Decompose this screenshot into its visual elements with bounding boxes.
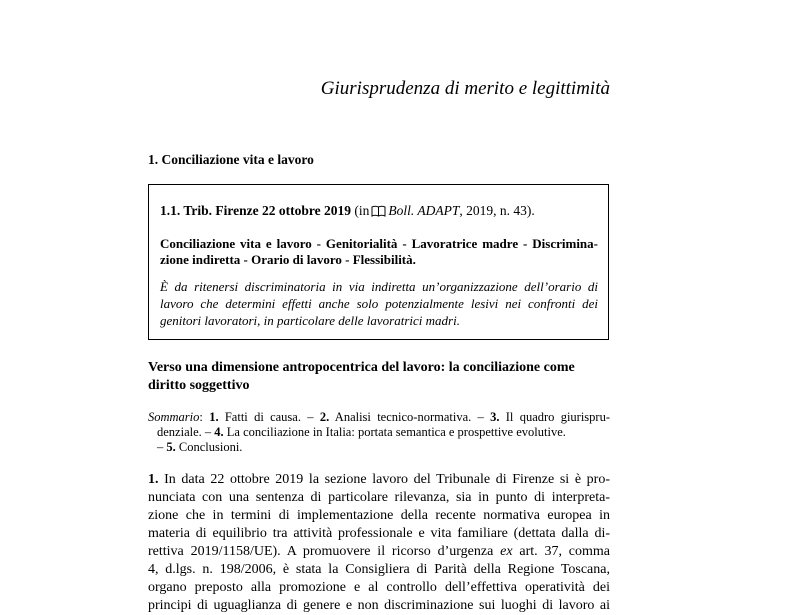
summary-item: La conciliazione in Italia: portata semantica e prospettive evolutive. [223,425,566,439]
summary-colon: : [199,410,210,424]
running-header: Giurisprudenza di merito e legittimità [320,78,610,99]
summary-line [148,425,610,440]
summary-item: Conclusioni. [175,440,243,454]
body-line: principi di uguaglianza di genere e non discriminazione sui luoghi di lavoro ai [148,598,610,613]
body-paragraph [148,471,610,615]
maxim-line: È da ritenersi discriminatoria in via indiretta un’organizzazione dell’orario di [160,279,598,294]
body-text: In data 22 ottobre 2019 la sezione lavoro del Tribunale di Firenze si è pro- [158,472,610,487]
paragraph-number: 1. [148,472,159,487]
case-citation [160,203,535,221]
article-title: Verso una dimensione antropocentrica del lavoro: la conciliazione come diritto soggettivo [148,360,575,393]
body-line [148,471,610,489]
summary-item: Analisi tecnico-normativa. – [329,410,491,424]
summary-line [148,410,610,425]
summary-item: Il quadro giurispru- [499,410,610,424]
body-line: organo preposto alla promozione e al controllo dell’effettiva operatività dei [148,580,610,595]
case-journal: Boll. ADAPT [388,203,460,218]
keywords-line: Conciliazione vita e lavoro - Genitorialità - Lavoratrice madre - Discrimina- [160,236,598,251]
body-line: materia di equilibrio tra attività professionale e vita familiare (dettata dalla di- [148,526,610,541]
keywords-line: zione indiretta - Orario di lavoro - Flessibilità. [160,252,416,267]
summary-num: 5. [166,440,176,454]
article-summary [148,410,610,455]
summary-item: denziale. – [157,425,215,439]
summary-num: 4. [214,425,224,439]
body-line [148,543,610,561]
body-line: 4, d.lgs. n. 198/2006, è stata la Consigliera di Parità della Regione Toscana, [148,562,610,577]
case-cite-rest: , 2019, n. 43). [459,203,535,218]
summary-num: 1. [209,410,219,424]
case-cite-open: (in [354,203,370,218]
case-maxim [160,278,598,329]
summary-label: Sommario [148,410,200,424]
section-heading: 1. Conciliazione vita e lavoro [148,152,314,167]
body-text-italic: ex [500,544,513,559]
body-text: rettiva 2019/1158/UE). A promuovere il ricorso d’urgenza [148,544,501,559]
book-icon [371,205,386,221]
case-court-date: 1.1. Trib. Firenze 22 ottobre 2019 [160,203,351,218]
maxim-line: lavoro che determini effetti anche solo potenzialmente lesivi nei confronti dei [160,296,598,311]
summary-num: 3. [490,410,500,424]
case-keywords [160,236,598,268]
body-line: nunciata con una sentenza di particolare rilevanza, sia in punto di interpreta- [148,490,610,505]
summary-item: Fatti di causa. – [218,410,320,424]
body-line: zione che in termini di implementazione della recente normativa europea in [148,508,610,523]
maxim-line: genitori lavoratori, in particolare delle lavoratrici madri. [160,313,460,328]
summary-item: – [157,440,167,454]
body-text: art. 37, comma [512,544,610,559]
summary-num: 2. [319,410,330,424]
summary-line [148,440,610,455]
